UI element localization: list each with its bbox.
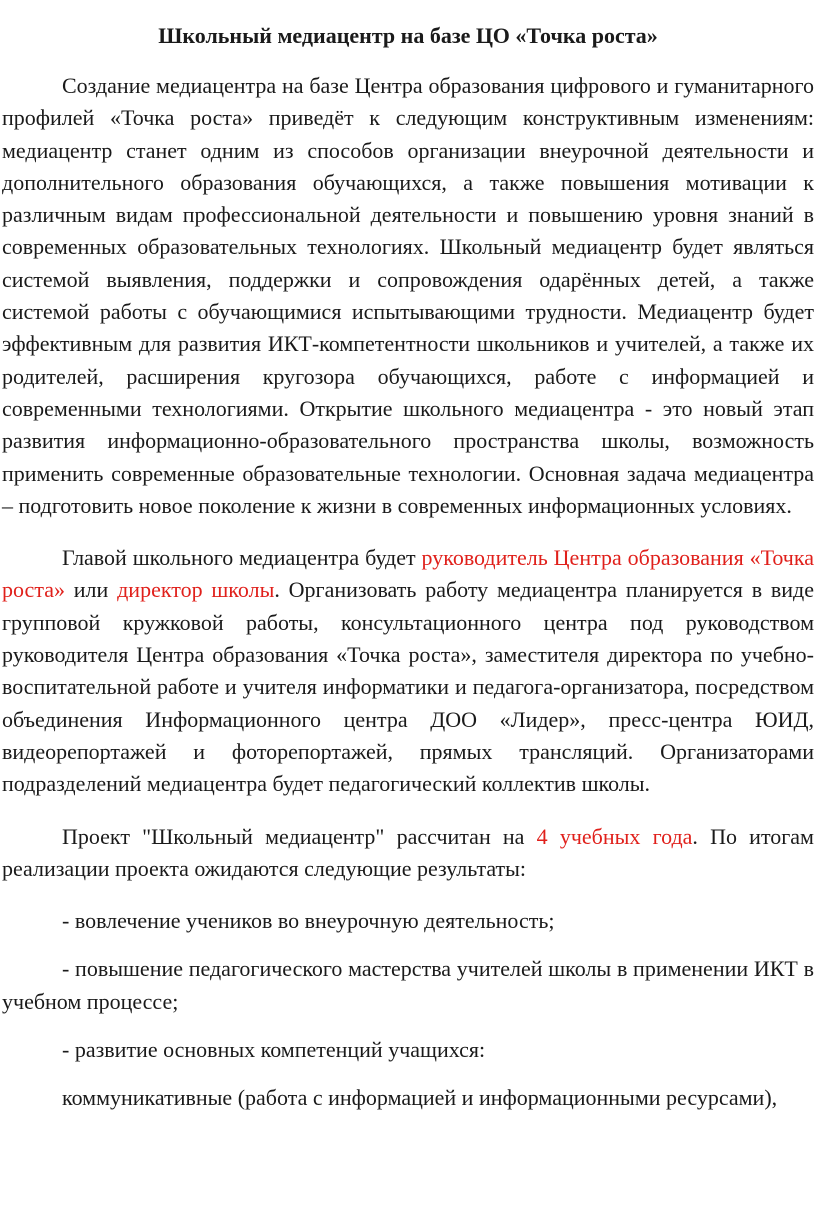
paragraph-leadership <box>2 542 814 800</box>
result-item: - повышение педагогического мастерства учителей школы в применении ИКТ в учебном процессе; <box>2 956 814 1014</box>
result-item: коммуникативные (работа с информацией и информационными ресурсами), <box>62 1085 778 1111</box>
paragraph-intro: Создание медиацентра на базе Центра образования цифрового и гуманитарного профилей «Точка роста» приведёт к следующим конструктивным изменениям: медиацентр станет одним из способов организации внеурочной деятельности и дополнительного образования обучающихся, а также повышения мотивации к различным видам профессиональной деятельности и повышению уровня знаний в современных образовательных технологиях. Школьный медиацентр будет являться системой выявления, поддержки и сопровождения одарённых детей, а также системой работы с обучающимися испытывающими трудности. Медиацентр будет эффективным для развития ИКТ-компетентности школьников и учителей, а также их родителей, расширения кругозора обучающихся, работе с информацией и современными технологиями. Открытие школьного медиацентра - это новый этап развития информационно-образовательного пространства школы, возможность применить современные образовательные технологии. Основная задача медиацентра – подготовить новое поколение к жизни в современных информационных условиях. <box>2 73 814 518</box>
result-item: - развитие основных компетенций учащихся: <box>62 1037 486 1063</box>
highlight-school-director: директор школы <box>117 577 275 603</box>
leadership-text-3: . Организовать работу медиацентра планируется в виде групповой кружковой работы, консультационного центра под руководством руководителя Центра образования «Точка роста», заместителя директора по учебно-воспитательной работе и учителя информатики и педагога-организатора, посредством объединения Информационного центра ДОО «Лидер», пресс-центра ЮИД, видеорепортажей и фоторепортажей, прямых трансляций. Организаторами подразделений медиацентра будет педагогический коллектив школы. <box>2 577 815 797</box>
project-text-2: . По итогам реализации проекта ожидаются следующие результаты: <box>2 823 814 881</box>
document-page <box>0 20 816 1131</box>
leadership-text-1: Главой школьного медиацентра будет <box>62 545 422 571</box>
result-item: - вовлечение учеников во внеурочную деятельность; <box>62 908 555 934</box>
highlight-duration: 4 учебных года <box>536 823 693 849</box>
paragraph-project <box>2 821 814 886</box>
highlight-center-head: руководитель Центра образования «Точка роста» <box>2 545 814 603</box>
leadership-text-2: или <box>64 577 118 603</box>
document-title: Школьный медиацентр на базе ЦО «Точка роста» <box>158 23 658 48</box>
project-text-1: Проект "Школьный медиацентр" рассчитан на <box>62 823 537 849</box>
